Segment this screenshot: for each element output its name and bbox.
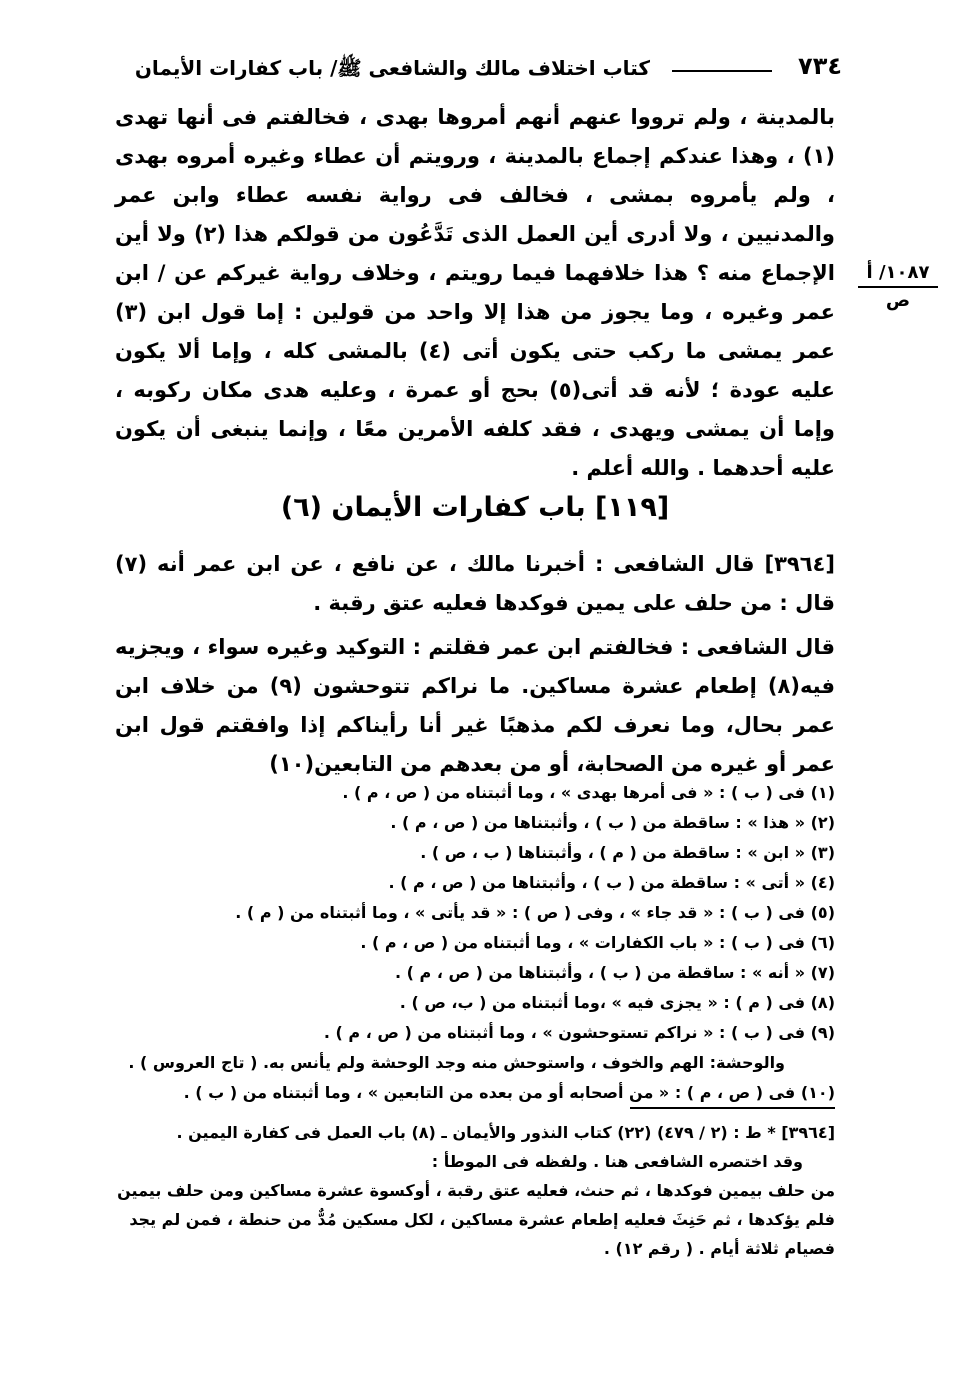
- manuscript-margin-note: [858, 262, 938, 311]
- body-paragraph-1: [115, 98, 835, 488]
- footnote: (٣) « ابن » : ساقطة من ( م ) ، وأثبتناها ( ب ، ص ) .: [420, 843, 835, 862]
- footnote: (٦) فى ( ب ) : « باب الكفارات » ، وما أثبتناه من ( ص ، م ) .: [360, 933, 835, 952]
- paragraph-text: [٣٩٦٤] قال الشافعى : أخبرنا مالك ، عن نافع ، عن ابن عمر أنه (٧) قال : من حلف على يمين فوكدها فعليه عتق رقبة .: [115, 552, 835, 615]
- header-rule: [672, 70, 772, 72]
- source-quote: من حلف بيمين فوكدها ، ثم حنث، فعليه عتق رقبة ، أوكسوة عشرة مساكين ومن حلف بيمين فلم يؤكدها ، ثم حَنِثَ فعليه إطعام عشرة مساكين ، لكل مسكين مُدٌّ من حنطة ، فمن لم يجد فصيام ثلاثة أيام . ( رقم ١٢) .: [117, 1181, 835, 1258]
- source-divider: [630, 1107, 835, 1109]
- running-title: كتاب اختلاف مالك والشافعى ﷺ/ باب كفارات الأيمان: [134, 56, 650, 80]
- footnote-gloss: والوحشة: الهم والخوف ، واستوحش منه وجد الوحشة ولم يأنس به. ( تاج العروس ) .: [128, 1053, 785, 1072]
- source-line: [٣٩٦٤] * ط : (٢ / ٤٧٩) (٢٢) كتاب النذور والأيمان ـ (٨) باب العمل فى كفارة اليمين .: [176, 1123, 835, 1142]
- margin-folio: ١٠٨٧/ أ: [858, 262, 938, 288]
- footnote: (٢) « هذا » : ساقطة من ( ب ) ، وأثبتناها من ( ص ، م ) .: [390, 813, 835, 832]
- source-reference: [115, 1118, 835, 1263]
- footnotes: [115, 778, 835, 1108]
- page-header: [70, 50, 850, 90]
- footnote: (٩) فى ( ب ) : « نراكم تستوحشون » ، وما أثبتناه من ( ص ، م ) .: [323, 1023, 835, 1042]
- body-paragraph-3: [115, 628, 835, 784]
- source-line: وقد اختصره الشافعى هنا . ولفظه فى الموطأ :: [431, 1152, 803, 1171]
- body-paragraph-2: [115, 545, 835, 623]
- footnote: (١٠) فى ( ص ، م ) : « من أصحابه أو من بعده من التابعين » ، وما أثبتناه من ( ب ) .: [183, 1083, 835, 1102]
- paragraph-text: قال الشافعى : فخالفتم ابن عمر فقلتم : التوكيد وغيره سواء ، ويجزيه فيه(٨) إطعام عشرة مساكين. ما نراكم تتوحشون (٩) من خلاف ابن عمر بحال، وما نعرف لكم مذهبًا غير أنا رأيناكم إذا وافقتم قول ابن عمر أو غيره من الصحابة، أو من بعدهم من التابعين(١٠): [115, 635, 835, 776]
- paragraph-text: بالمدينة ، ولم ترووا عنهم أنهم أمروها بهدى ، فخالفتم فى أنها تهدى (١) ، وهذا عندكم إجماع بالمدينة ، ورويتم أن عطاء وغيره أمروه بهدى ، ولم يأمروه بمشى ، فخالف فى رواية نفسه عطاء وابن عمر والمدنيين ، ولا أدرى أين العمل الذى تَدَّعُون من قولكم هذا (٢) ولا أين الإجماع منه ؟ هذا خلافهما فيما رويتم ، وخلاف رواية غيركم عن / ابن عمر وغيره ، وما يجوز من هذا إلا واحد من قولين : إما قول ابن (٣) عمر يمشى ما ركب حتى يكون أتى (٤) بالمشى كله ، وإما ألا يكون عليه عودة ؛ لأنه قد أتى(٥) بحج أو عمرة ، وعليه هدى مكان ركوبه ، وإما أن يمشى ويهدى ، فقد كلفه الأمرين معًا ، وإنما ينبغى أن يكون عليه أحدهما . والله أعلم .: [115, 105, 835, 480]
- margin-siglum: ص: [885, 290, 911, 311]
- page-number: ٧٣٤: [798, 52, 842, 80]
- footnote: (٥) فى ( ب ) : « قد جاء » ، وفى ( ص ) : « قد يأتى » ، وما أثبتناه من ( م ) .: [235, 903, 835, 922]
- footnote: (٧) « أنه » : ساقطة من ( ب ) ، وأثبتناها من ( ص ، م ) .: [395, 963, 835, 982]
- footnote: (٨) فى ( م ) : « يجزى فيه » ،وما أثبتناه من ( ب، ص ) .: [399, 993, 835, 1012]
- footnote: (٤) « أتى » : ساقطة من ( ب ) ، وأثبتناها من ( ص ، م ) .: [388, 873, 835, 892]
- chapter-title: [١١٩] باب كفارات الأيمان (٦): [280, 492, 670, 523]
- footnote: (١) فى ( ب ) : « فى أمرها بهدى » ، وما أثبتناه من ( ص ، م ) .: [342, 783, 835, 802]
